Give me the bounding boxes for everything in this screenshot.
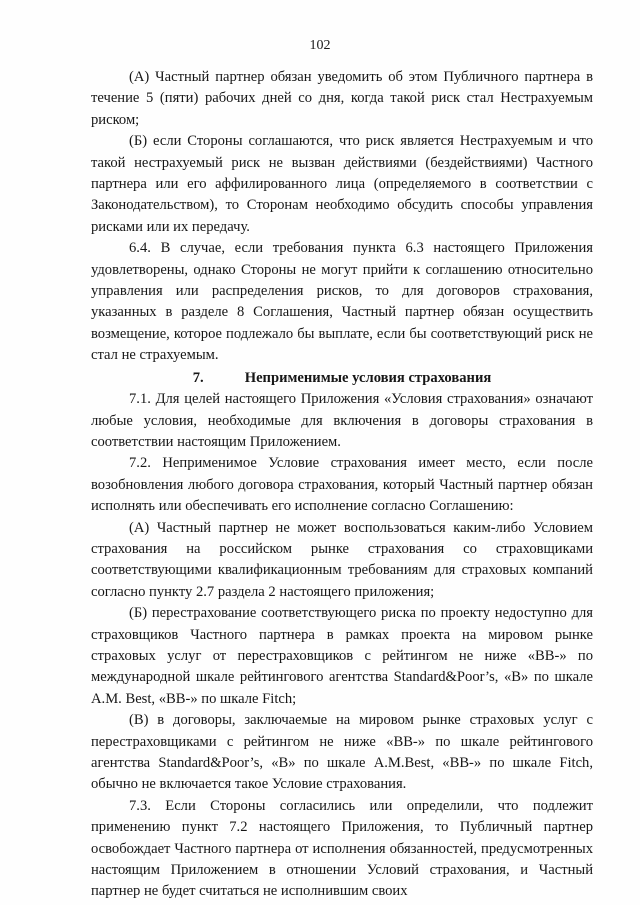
section-title: Неприменимые условия страхования — [244, 369, 492, 386]
section-heading — [91, 367, 593, 389]
paragraph-7-2-c: (В) в договоры, заключаемые на мировом рынке страховых услуг с перестраховщиками с рейтингом не ниже «BB-» по шкале рейтингового агентства Standard&Poor’s, «B» по шкале A.M.Best, «BB-» по шкале Fitch, обычно не включается такое Условие страхования. — [91, 712, 593, 793]
section-number: 7. — [192, 369, 204, 386]
paragraph-6-3-b: (Б) если Стороны соглашаются, что риск является Нестрахуемым и что такой нестрахуемый риск не вызван действиями (бездействиями) Частного партнера или его аффилированного лица (определяемого в соответствии с Законодательством), то Сторонам необходимо обсудить способы управления рисками или их передачу. — [91, 133, 593, 235]
paragraph-7-3: 7.3. Если Стороны согласились или определили, что подлежит применению пункт 7.2 настоящего Приложения, то Публичный партнер освобождает Частного партнера от исполнения обязанностей, предусмотренных настоящим Приложением в отношении Условий страхования, и Частный партнер не будет считаться не исполнившим своих — [91, 797, 593, 900]
paragraph-7-1: 7.1. Для целей настоящего Приложения «Условия страхования» означают любые условия, необходимые для включения в договоры страхования в соответствии настоящим Приложением. — [91, 391, 593, 450]
paragraph-6-4: 6.4. В случае, если требования пункта 6.3 настоящего Приложения удовлетворены, однако Стороны не могут прийти к соглашению относительно управления или распределения рисков, то для договоров страхования, указанных в разделе 8 Соглашения, Частный партнер обязан осуществить возмещение, которое подлежало бы выплате, если бы соответствующий риск не стал не страхуемым. — [91, 240, 593, 364]
page-number: 102 — [309, 38, 331, 53]
paragraph-7-2: 7.2. Неприменимое Условие страхования имеет место, если после возобновления любого договора страхования, который Частный партнер обязан исполнять или обеспечивать его исполнение согласно Соглашению: — [91, 455, 593, 515]
paragraph-7-2-b: (Б) перестрахование соответствующего риска по проекту недоступно для страховщиков Частного партнера в рамках проекта на мировом рынке страховых услуг от перестраховщиков с рейтингом не ниже «BB-» по международной шкале рейтингового агентства Standard&Poor’s, «B» по шкале A.M. Best, «BB-» по шкале Fitch; — [91, 605, 593, 707]
paragraph-7-2-a: (А) Частный партнер не может воспользоваться каким-либо Условием страхования на российском рынке страхования со страховщиками соответствующими квалификационным требованиям для страховых компаний согласно пункту 2.7 раздела 2 настоящего приложения; — [91, 519, 593, 600]
document-body — [91, 67, 593, 903]
paragraph-6-3-a: (А) Частный партнер обязан уведомить об этом Публичного партнера в течение 5 (пяти) рабочих дней со дня, когда такой риск стал Нестрахуемым риском; — [91, 69, 593, 128]
